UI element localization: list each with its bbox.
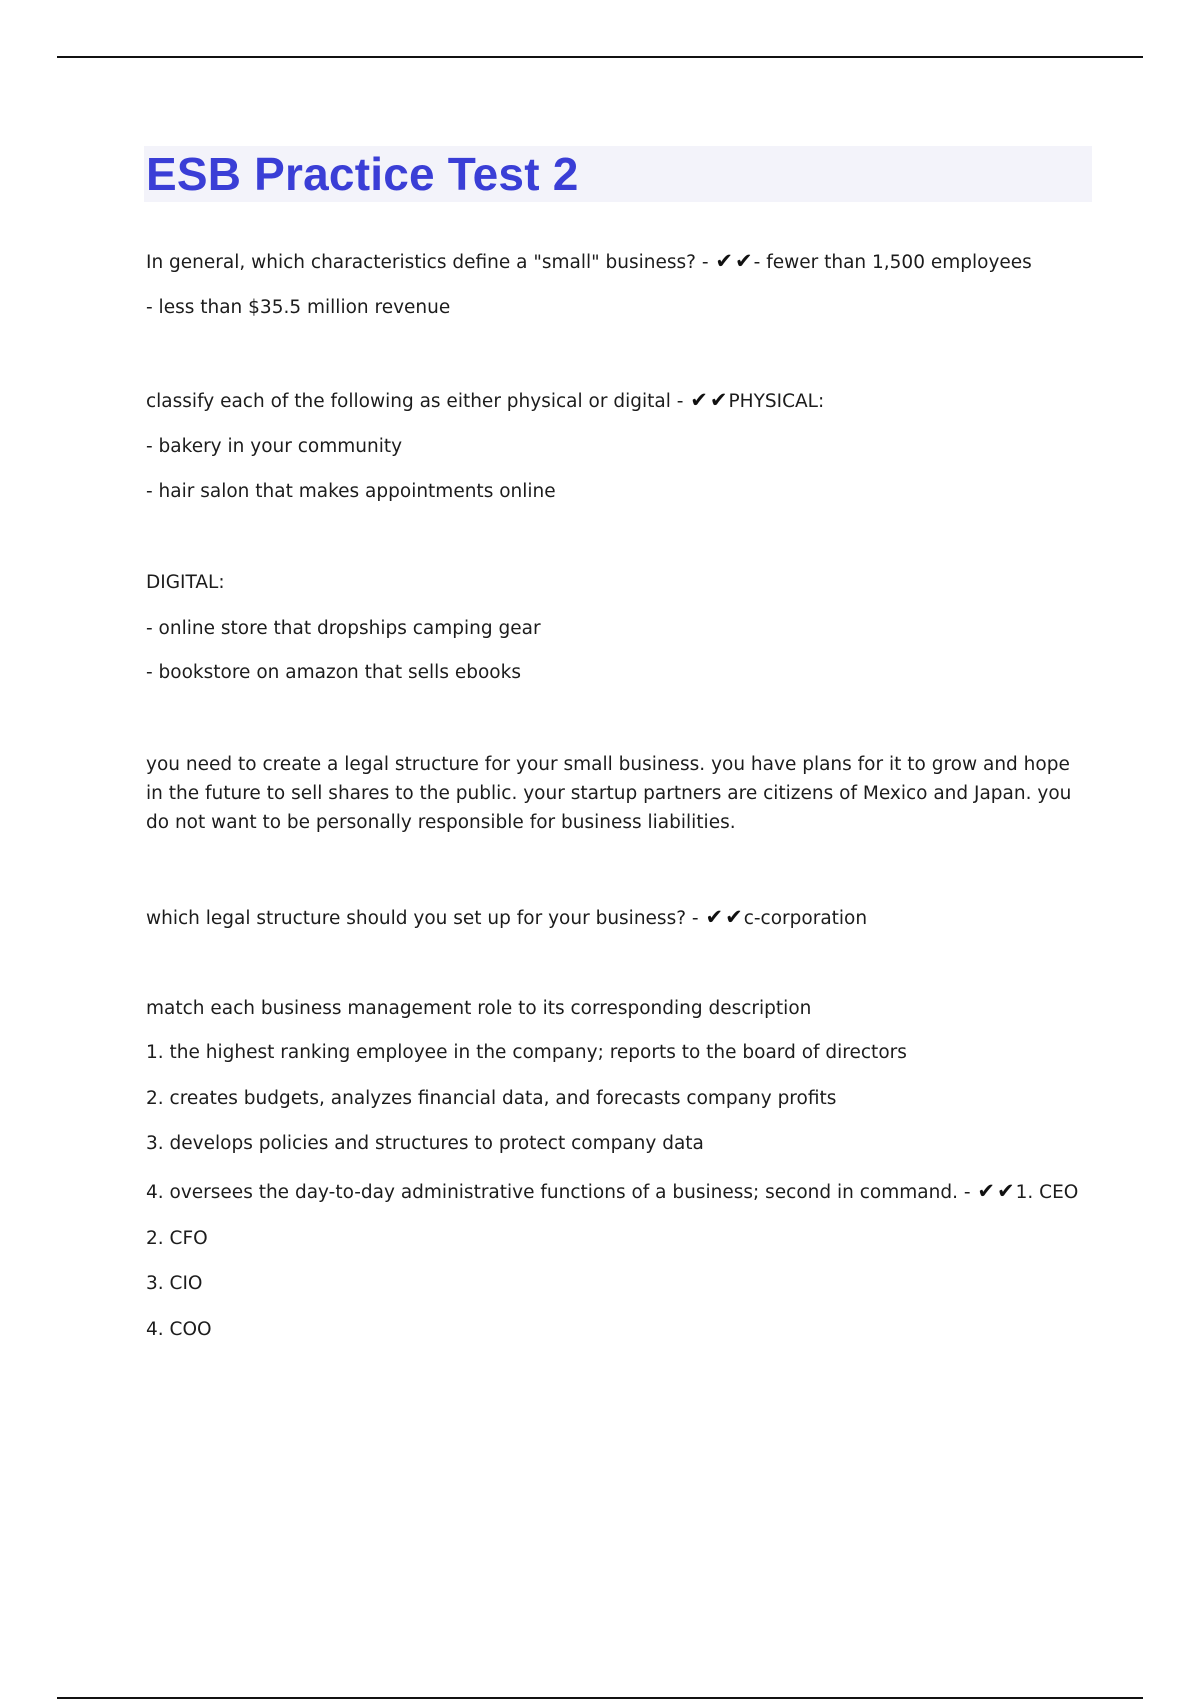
q1-question: In general, which characteristics define a "small" business? - (146, 252, 709, 273)
q2-digital-label: DIGITAL: (146, 572, 225, 593)
q1-answer-first: - fewer than 1,500 employees (753, 252, 1032, 273)
list-item: - bookstore on amazon that sells ebooks (146, 662, 521, 683)
checkmark-icon: ✔ (715, 249, 734, 273)
list-item: - bakery in your community (146, 436, 403, 457)
q3-question: which legal structure should you set up for your business? - (146, 908, 699, 929)
list-item: 4. COO (146, 1319, 212, 1340)
q4-answer-1: 1. CEO (1015, 1182, 1079, 1203)
q4-last-item-line (146, 1177, 1078, 1207)
list-item: 1. the highest ranking employee in the company; reports to the board of directors (146, 1042, 907, 1063)
checkmark-icon: ✔ (977, 1179, 996, 1203)
q2-physical-label: PHYSICAL: (728, 391, 825, 412)
q1-question-line (146, 247, 1032, 277)
list-item: 2. creates budgets, analyzes financial data, and forecasts company profits (146, 1088, 837, 1109)
q2-question: classify each of the following as either physical or digital - (146, 391, 684, 412)
q1-answer-second: - less than $35.5 million revenue (146, 297, 451, 318)
page-title: ESB Practice Test 2 (146, 148, 579, 200)
checkmark-icon: ✔ (997, 1179, 1015, 1203)
q3-question-line (146, 903, 867, 933)
list-item: 2. CFO (146, 1228, 208, 1249)
q3-scenario: you need to create a legal structure for your small business. you have plans for it to grow and hope in the future to sell shares to the public. your startup partners are citizens of Mexico and Japan. you do not want to be personally responsible for business liabilities. (146, 754, 1072, 833)
q2-question-line (146, 386, 824, 416)
q4-intro: match each business management role to its corresponding description (146, 998, 812, 1019)
checkmark-icon: ✔ (735, 249, 753, 273)
list-item: 3. develops policies and structures to protect company data (146, 1133, 704, 1154)
q4-item-4: 4. oversees the day-to-day administrative functions of a business; second in command. - (146, 1182, 971, 1203)
list-item: - online store that dropships camping gear (146, 618, 541, 639)
top-rule (57, 56, 1143, 58)
list-item: - hair salon that makes appointments online (146, 481, 556, 502)
q3-answer: c-corporation (743, 908, 868, 929)
list-item: 3. CIO (146, 1273, 203, 1294)
checkmark-icon: ✔ (725, 905, 743, 929)
checkmark-icon: ✔ (690, 388, 708, 412)
checkmark-icon: ✔ (705, 905, 724, 929)
checkmark-icon: ✔ (709, 388, 728, 412)
bottom-rule (57, 1697, 1143, 1699)
